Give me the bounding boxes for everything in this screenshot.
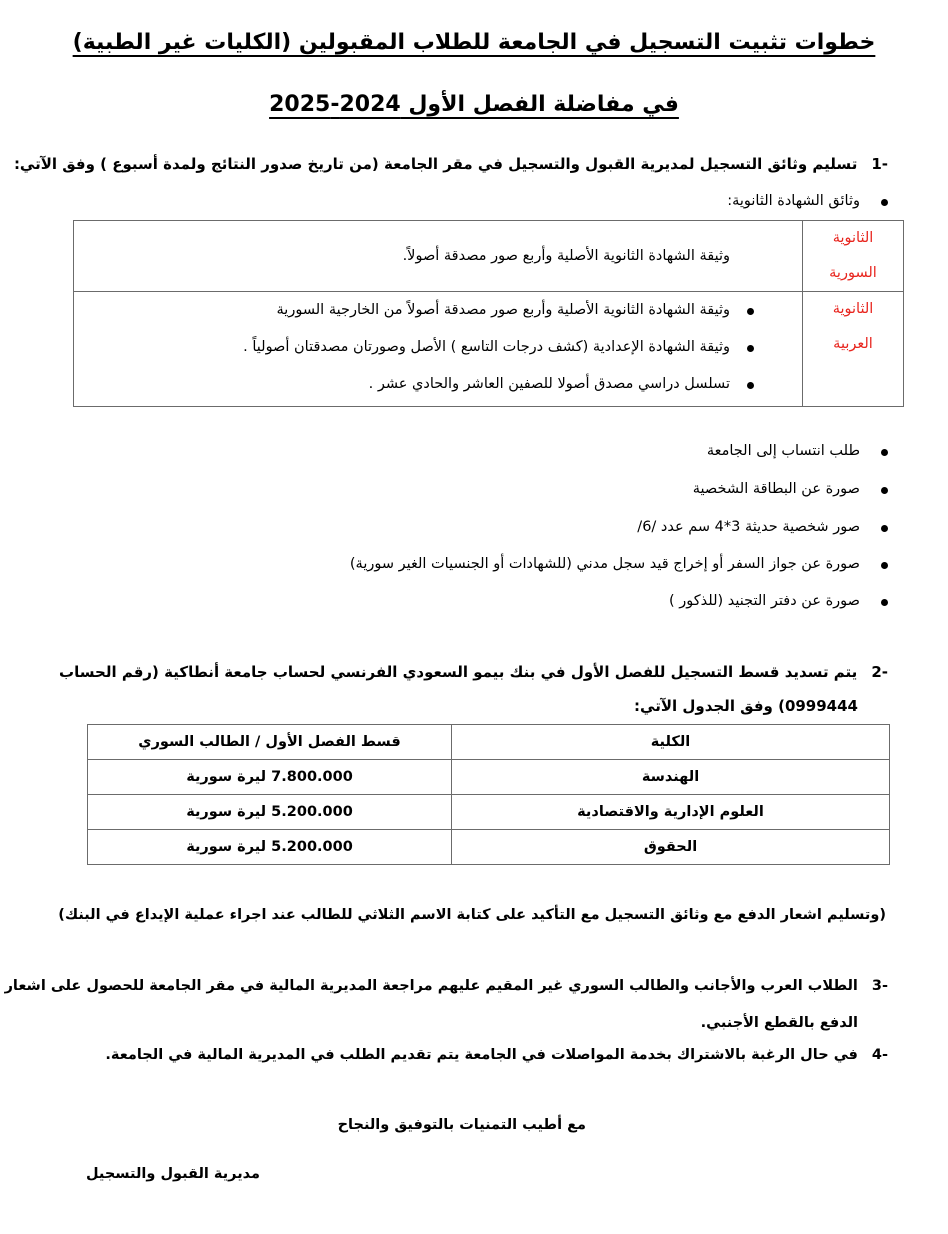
fees-college: العلوم الإدارية والاقتصادية [452, 795, 890, 830]
cert-type-line2: العربية [833, 336, 873, 352]
secondary-docs-table [73, 220, 904, 407]
fees-amount: 7.800.000 ليرة سورية [88, 760, 452, 795]
secondary-docs-label: وثائق الشهادة الثانوية: [727, 193, 860, 209]
cert-doc-item: تسلسل دراسي مصدق أصولا للصفين العاشر والحادي عشر . [74, 366, 802, 403]
cert-type-cell [803, 221, 904, 292]
closing-wishes: مع أطيب التمنيات بالتوفيق والنجاح [337, 1117, 586, 1133]
bullet-icon [881, 487, 888, 494]
other-doc-text: طلب انتساب إلى الجامعة [706, 443, 860, 459]
step4-number: 4- [871, 1047, 888, 1063]
step4-text: في حال الرغبة بالاشتراك بخدمة المواصلات في الجامعة يتم تقديم الطلب في المديرية المالية في الجامعة. [105, 1047, 858, 1063]
step1-number: 1- [871, 155, 888, 173]
bullet-icon [881, 562, 888, 569]
docs-table-row-arab [74, 292, 904, 407]
fees-college: الحقوق [452, 830, 890, 865]
other-doc-item [350, 556, 888, 572]
fees-table [87, 724, 890, 865]
other-doc-text: صورة عن جواز السفر أو إخراج قيد سجل مدني (للشهادات أو الجنسيات الغير سورية) [349, 556, 860, 572]
fees-amount: 5.200.000 ليرة سورية [88, 830, 452, 865]
step4-heading [105, 1047, 888, 1063]
step1-heading [14, 155, 888, 173]
other-doc-item [669, 593, 888, 609]
other-doc-text: صورة عن دفتر التجنيد (للذكور ) [669, 593, 860, 609]
step2-text-line2: 0999444) وفق الجدول الآتي: [634, 697, 858, 715]
step3-text-line1: الطلاب العرب والأجانب والطالب السوري غير المقيم عليهم مراجعة المديرية المالية في مقر الجامعة للحصول على اشعار [4, 978, 858, 994]
other-doc-text: صور شخصية حديثة 3*4 سم عدد /6/ [637, 519, 860, 535]
bullet-icon [881, 199, 888, 206]
cert-type-line1: الثانوية [832, 301, 874, 317]
bullet-icon [881, 449, 888, 456]
docs-table-row-syrian [74, 221, 904, 292]
fees-table-header [88, 725, 890, 760]
document-title-line2: في مفاضلة الفصل الأول 2024-2025 [269, 92, 679, 117]
cert-docs-cell [74, 292, 803, 407]
cert-docs-cell [74, 221, 803, 292]
fees-college: الهندسة [452, 760, 890, 795]
payment-note: (وتسليم اشعار الدفع مع وثائق التسجيل مع التأكيد على كتابة الاسم الثلاثي للطالب عند اجراء عملية الإيداع في البنك) [58, 907, 886, 923]
fees-header-fee: قسط الفصل الأول / الطالب السوري [88, 725, 452, 760]
step2-number: 2- [871, 663, 888, 681]
fees-table-row [88, 830, 890, 865]
signature: مديرية القبول والتسجيل [85, 1166, 260, 1182]
other-doc-item [637, 519, 888, 535]
bullet-icon [881, 599, 888, 606]
cert-type-cell [803, 292, 904, 407]
step2-text-line1: يتم تسديد قسط التسجيل للفصل الأول في بنك بيمو السعودي الفرنسي لحساب جامعة أنطاكية (رقم الحساب [59, 663, 858, 681]
cert-doc-item: وثيقة الشهادة الثانوية الأصلية وأربع صور مصدقة أصولاً. [402, 248, 730, 264]
fees-table-row [88, 760, 890, 795]
other-doc-text: صورة عن البطاقة الشخصية [692, 481, 860, 497]
other-doc-item [707, 443, 888, 459]
fees-header-college: الكلية [452, 725, 890, 760]
other-doc-item [693, 481, 888, 497]
document-title-line1: خطوات تثبيت التسجيل في الجامعة للطلاب المقبولين (الكليات غير الطبية) [72, 30, 876, 55]
cert-doc-item: وثيقة الشهادة الثانوية الأصلية وأربع صور مصدقة أصولاً من الخارجية السورية [74, 292, 802, 329]
step3-heading [5, 978, 888, 994]
fees-amount: 5.200.000 ليرة سورية [88, 795, 452, 830]
cert-type-line1: الثانوية [832, 230, 874, 246]
cert-doc-item: وثيقة الشهادة الإعدادية (كشف درجات التاسع ) الأصل وصورتان مصدقتان أصولياً . [74, 329, 802, 366]
step3-number: 3- [871, 978, 888, 994]
fees-table-row [88, 795, 890, 830]
cert-type-line2: السورية [829, 265, 877, 281]
step2-heading [59, 663, 888, 681]
secondary-docs-label-row [727, 193, 888, 209]
step3-text-line2: الدفع بالقطع الأجنبي. [700, 1015, 858, 1031]
bullet-icon [881, 525, 888, 532]
step1-text: تسليم وثائق التسجيل لمديرية القبول والتسجيل في مقر الجامعة (من تاريخ صدور النتائج ولمدة أسبوع ) وفق الآتي: [13, 155, 858, 173]
